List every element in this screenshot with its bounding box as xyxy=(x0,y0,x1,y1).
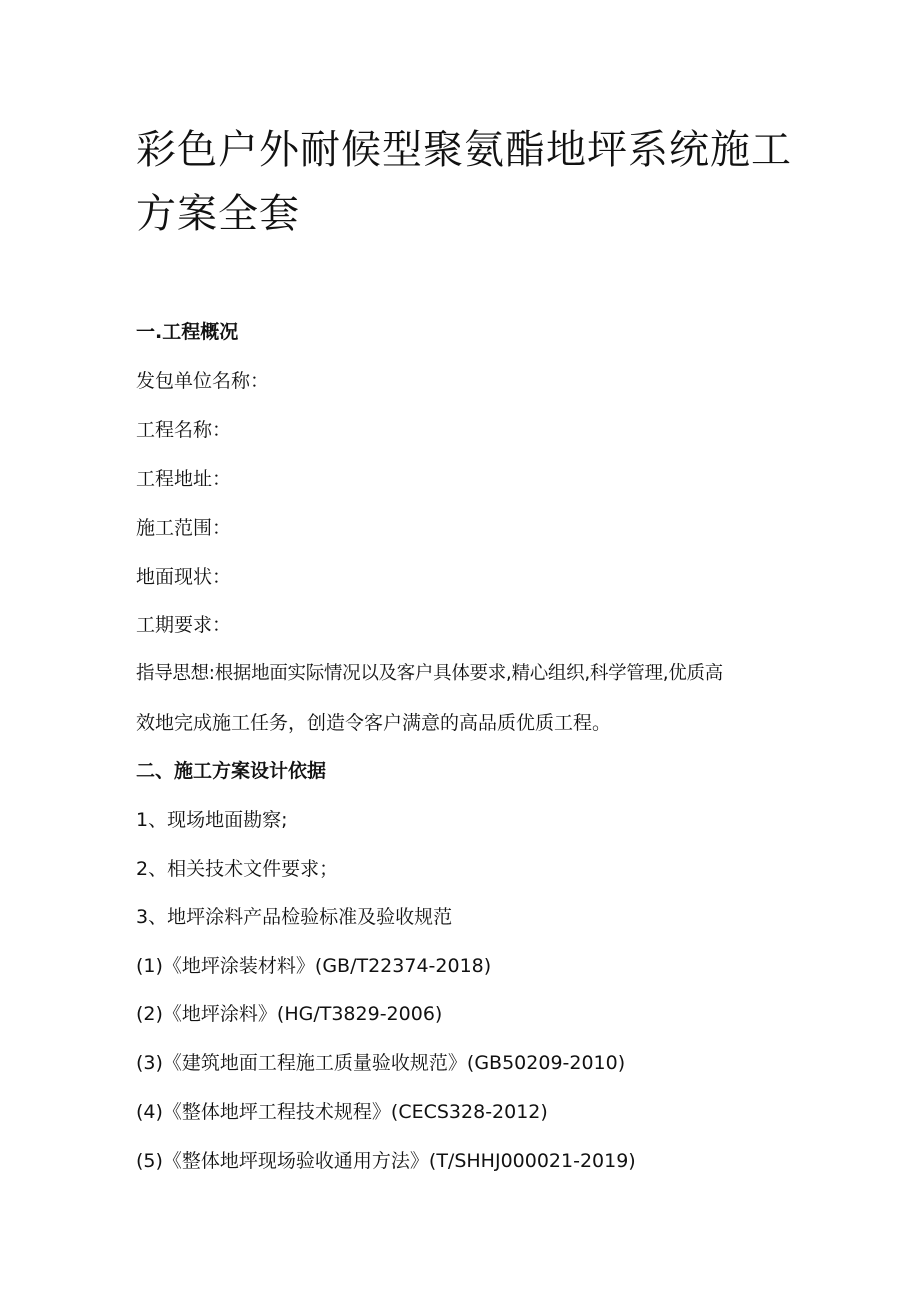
guideline-text-line-2: 效地完成施工任务，创造令客户满意的高品质优质工程。 xyxy=(136,712,612,734)
field-ground-condition: 地面现状： xyxy=(136,566,232,588)
basis-item-1: 1、现场地面勘察; xyxy=(136,809,288,831)
standard-item-4: (4)《整体地坪工程技术规程》(CECS328-2012) xyxy=(136,1101,548,1123)
standard-item-5: (5)《整体地坪现场验收通用方法》(T/SHHJ000021-2019) xyxy=(136,1150,636,1172)
basis-item-3: 3、地坪涂料产品检验标准及验收规范 xyxy=(136,906,453,928)
guideline-text-line-1: 指导思想:根据地面实际情况以及客户具体要求,精心组织,科学管理,优质高 xyxy=(136,663,723,684)
document-title: 彩色户外耐候型聚氨酯地坪系统施工方案全套 xyxy=(136,127,792,237)
section-heading-overview: 一.工程概况 xyxy=(136,321,239,343)
field-schedule-requirement: 工期要求： xyxy=(136,614,232,636)
field-project-address: 工程地址： xyxy=(136,468,232,490)
basis-item-2: 2、相关技术文件要求； xyxy=(136,858,339,880)
section-heading-design-basis: 二、施工方案设计依据 xyxy=(136,760,327,782)
field-construction-scope: 施工范围： xyxy=(136,517,232,539)
field-contractor-name: 发包单位名称： xyxy=(136,370,270,392)
standard-item-1: (1)《地坪涂装材料》(GB/T22374-2018) xyxy=(136,955,492,977)
field-project-name: 工程名称： xyxy=(136,419,232,441)
standard-item-2: (2)《地坪涂料》(HG/T3829-2006) xyxy=(136,1003,443,1025)
standard-item-3: (3)《建筑地面工程施工质量验收规范》(GB50209-2010) xyxy=(136,1052,626,1074)
